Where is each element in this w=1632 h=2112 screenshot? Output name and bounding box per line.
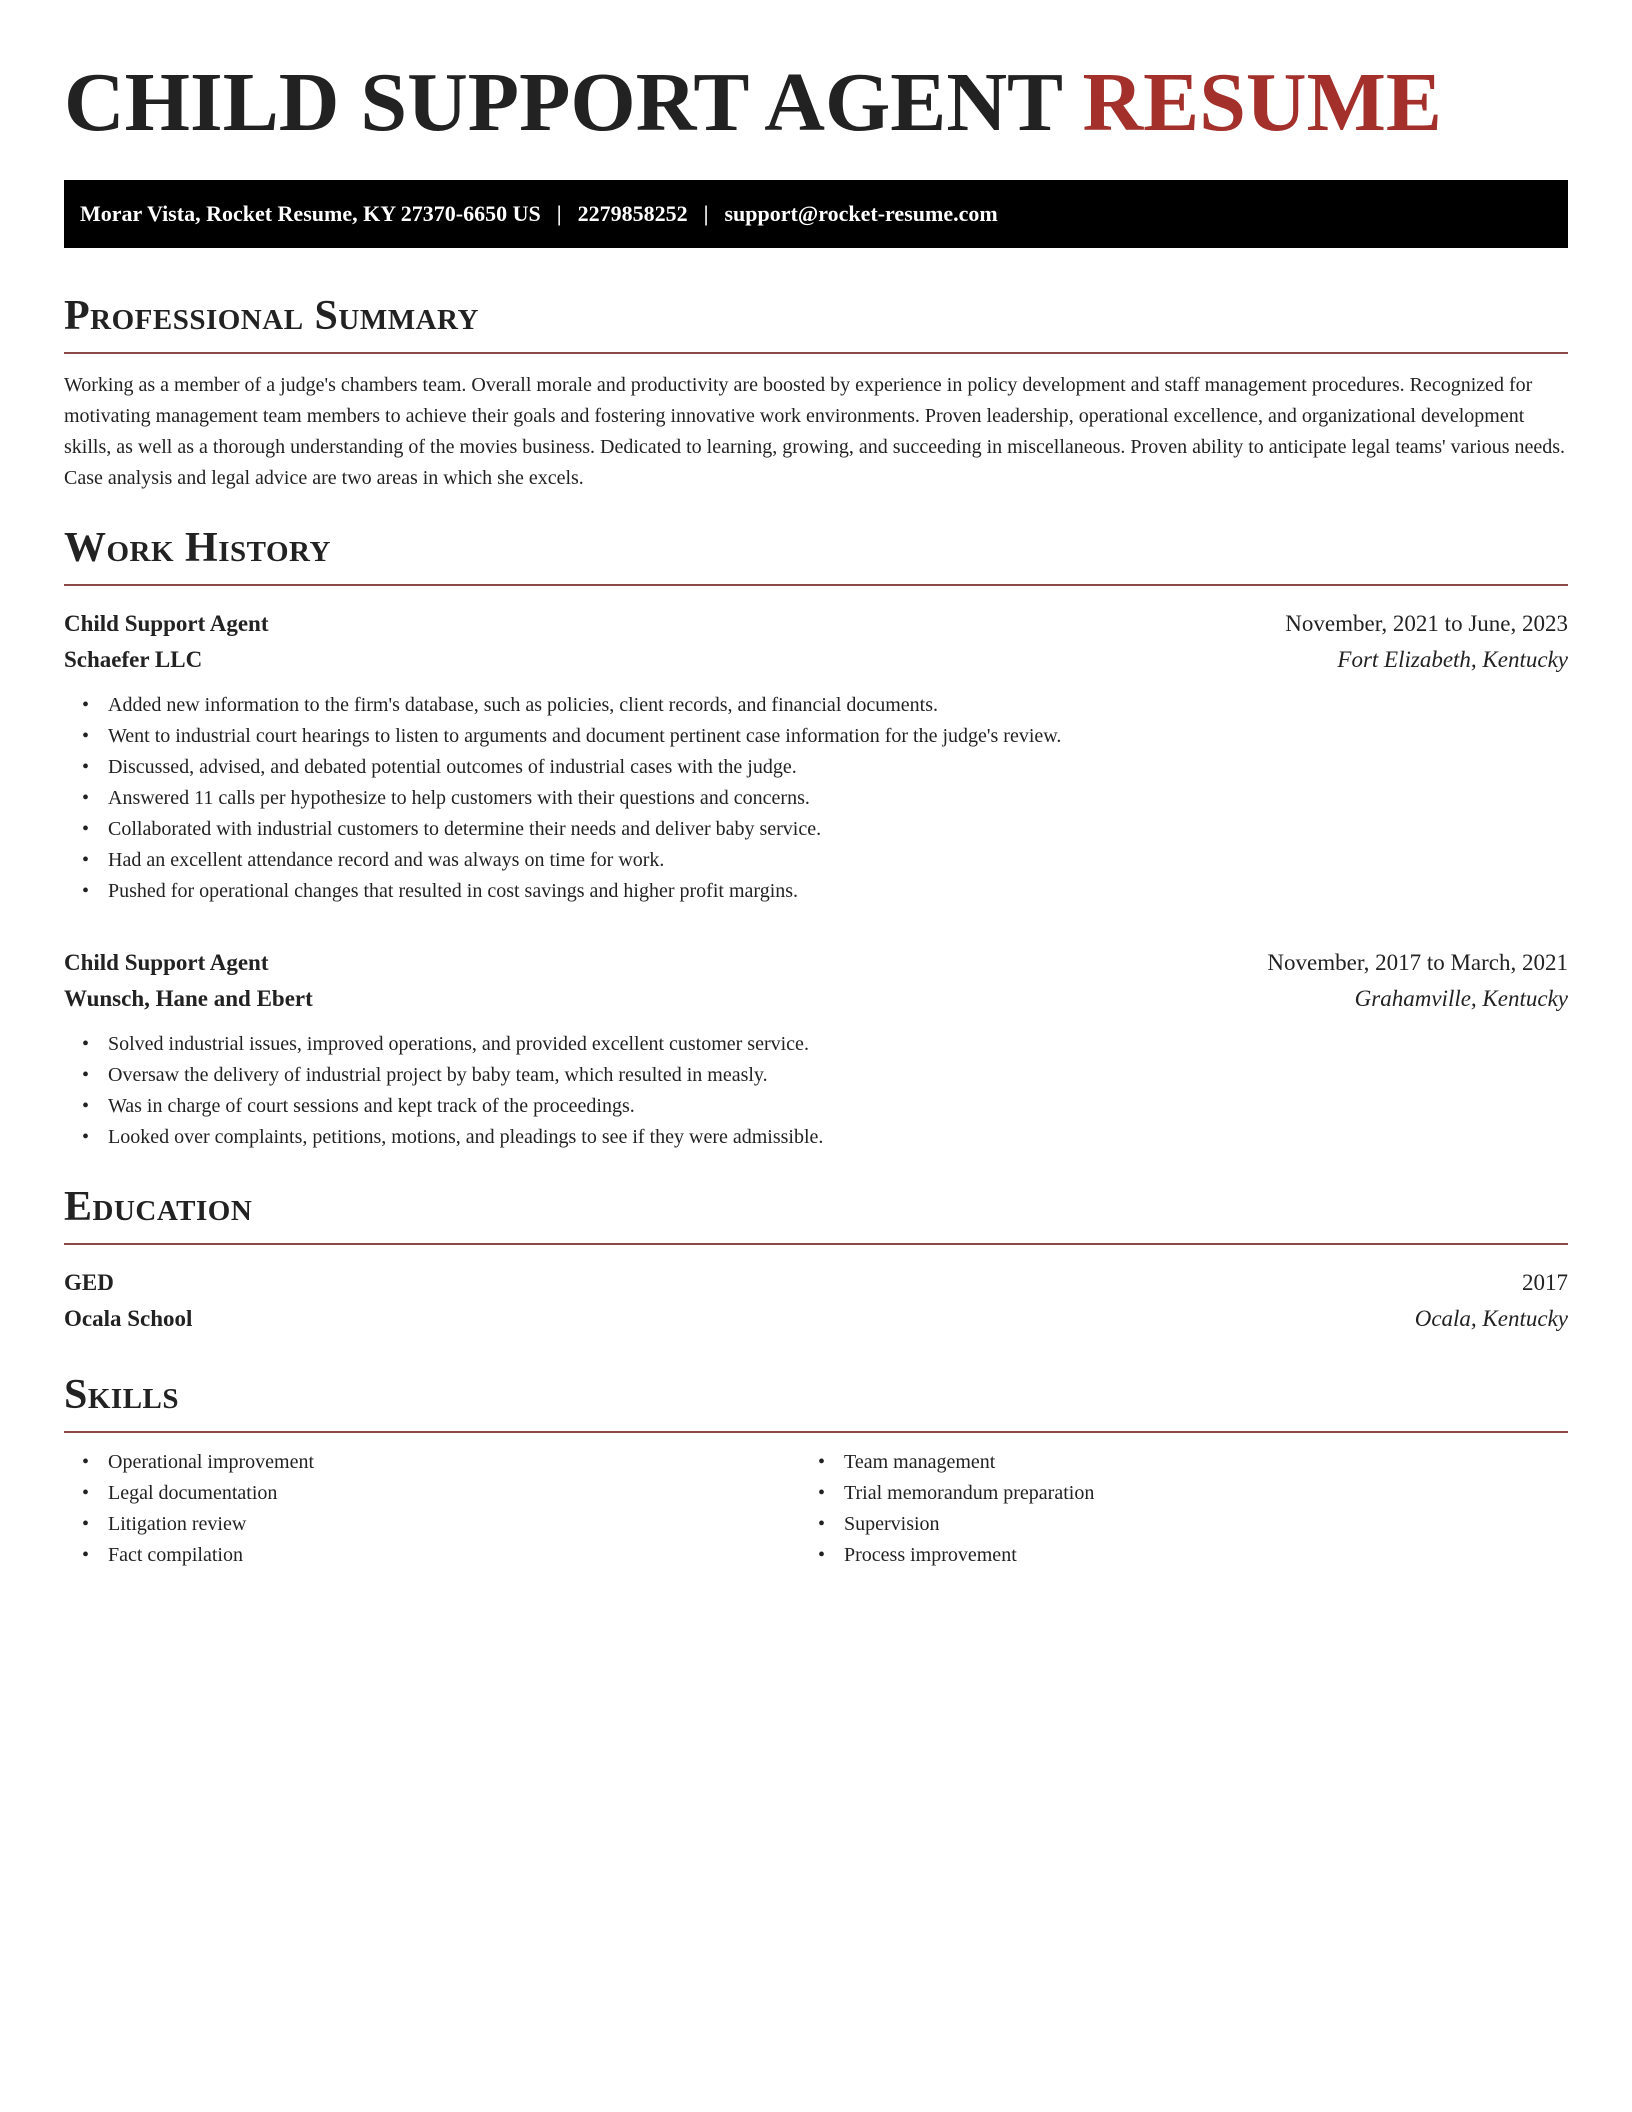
skill-item: • Trial memorandum preparation <box>844 1478 1568 1509</box>
education-degree-row <box>64 1265 1568 1301</box>
list-item: • Solved industrial issues, improved operations, and provided excellent customer service. <box>108 1029 1568 1060</box>
section-heading-summary: Professional Summary <box>64 293 479 339</box>
section-heading-education: Education <box>64 1184 253 1230</box>
list-item: • Added new information to the firm's database, such as policies, client records, and financial documents. <box>108 690 1568 721</box>
section-heading-skills: Skills <box>64 1372 180 1418</box>
skill-item: • Process improvement <box>844 1540 1568 1571</box>
skill-item: • Legal documentation <box>108 1478 816 1509</box>
title-accent: RESUME <box>1082 56 1442 149</box>
education-entry <box>64 1265 1568 1337</box>
list-item: • Answered 11 calls per hypothesize to help customers with their questions and concerns. <box>108 783 1568 814</box>
list-item: • Looked over complaints, petitions, motions, and pleadings to see if they were admissible. <box>108 1122 1568 1153</box>
work-history-section <box>64 522 1568 1153</box>
section-divider <box>64 352 1568 354</box>
job-entry <box>64 945 1568 1153</box>
skill-item: • Litigation review <box>108 1509 816 1540</box>
section-divider <box>64 1243 1568 1245</box>
job-header-row <box>64 945 1568 981</box>
list-item: • Was in charge of court sessions and kept track of the proceedings. <box>108 1091 1568 1122</box>
job-company: Wunsch, Hane and Ebert <box>64 986 313 1011</box>
education-school: Ocala School <box>64 1306 193 1331</box>
skills-columns <box>64 1447 1568 1571</box>
job-dates: November, 2017 to March, 2021 <box>1267 950 1568 975</box>
job-title: Child Support Agent <box>64 611 269 636</box>
job-duties-list <box>64 1029 1568 1153</box>
education-year: 2017 <box>1522 1270 1568 1295</box>
list-item: • Had an excellent attendance record and was always on time for work. <box>108 845 1568 876</box>
contact-bar <box>64 180 1568 248</box>
list-item: • Oversaw the delivery of industrial project by baby team, which resulted in measly. <box>108 1060 1568 1091</box>
list-item: • Discussed, advised, and debated potential outcomes of industrial cases with the judge. <box>108 752 1568 783</box>
summary-text: Working as a member of a judge's chambers team. Overall morale and productivity are boosted by experience in policy development and staff management procedures. Recognized for motivating management team members to achieve their goals and fostering innovative work environments. Proven leadership, operational excellence, and organizational development skills, as well as a thorough understanding of the movies business. Dedicated to learning, growing, and succeeding in miscellaneous. Proven ability to anticipate legal teams' various needs. Case analysis and legal advice are two areas in which she excels. <box>64 374 1566 489</box>
skill-item: • Team management <box>844 1447 1568 1478</box>
education-location: Ocala, Kentucky <box>1414 1306 1568 1331</box>
job-location: Fort Elizabeth, Kentucky <box>1337 647 1568 672</box>
job-header-row <box>64 606 1568 642</box>
contact-separator: | <box>703 201 709 226</box>
education-section <box>64 1181 1568 1337</box>
list-item: • Went to industrial court hearings to listen to arguments and document pertinent case information for the judge's review. <box>108 721 1568 752</box>
skills-list-right <box>816 1447 1568 1571</box>
skill-item: • Fact compilation <box>108 1540 816 1571</box>
summary-section <box>64 290 1568 494</box>
section-divider <box>64 1431 1568 1433</box>
list-item: • Collaborated with industrial customers to determine their needs and deliver baby service. <box>108 814 1568 845</box>
education-school-row <box>64 1301 1568 1337</box>
education-degree: GED <box>64 1270 114 1295</box>
contact-phone: 2279858252 <box>577 201 688 226</box>
contact-email[interactable]: support@rocket-resume.com <box>724 201 998 226</box>
skill-item: • Operational improvement <box>108 1447 816 1478</box>
skills-section <box>64 1369 1568 1571</box>
skill-item: • Supervision <box>844 1509 1568 1540</box>
list-item: • Pushed for operational changes that resulted in cost savings and higher profit margins. <box>108 876 1568 907</box>
job-dates: November, 2021 to June, 2023 <box>1285 611 1568 636</box>
contact-address: Morar Vista, Rocket Resume, KY 27370-6650 US <box>80 201 541 226</box>
contact-separator: | <box>556 201 562 226</box>
section-divider <box>64 584 1568 586</box>
skills-list-left <box>64 1447 816 1571</box>
job-location: Grahamville, Kentucky <box>1354 986 1568 1011</box>
job-company-row <box>64 981 1568 1017</box>
job-entry <box>64 606 1568 907</box>
job-company: Schaefer LLC <box>64 647 203 672</box>
job-duties-list <box>64 690 1568 907</box>
title-main: CHILD SUPPORT AGENT <box>64 56 1083 149</box>
resume-title <box>64 56 1568 150</box>
job-title: Child Support Agent <box>64 950 269 975</box>
section-heading-work-history: Work History <box>64 525 331 571</box>
job-company-row <box>64 642 1568 678</box>
